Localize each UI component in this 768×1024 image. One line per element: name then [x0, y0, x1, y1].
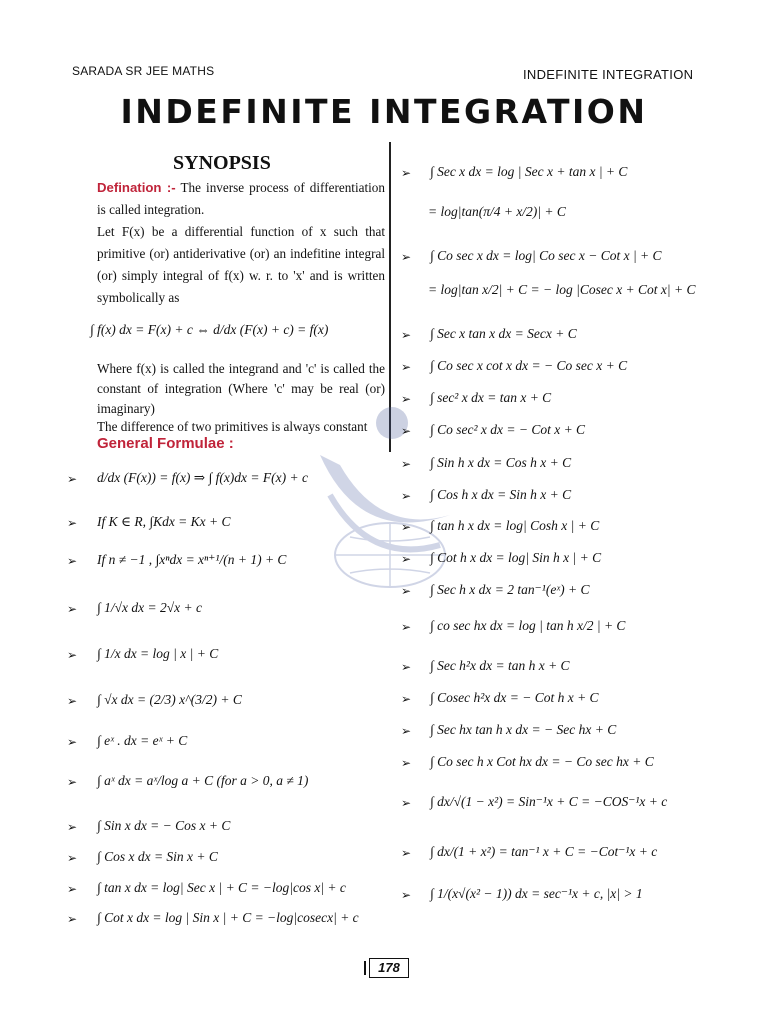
- bullet-arrow-icon: ➢: [401, 584, 412, 598]
- synopsis-heading: SYNOPSIS: [173, 152, 271, 174]
- bullet-arrow-icon: ➢: [401, 457, 412, 471]
- general-formula: If K ∈ R, ∫Kdx = Kx + C: [97, 514, 231, 529]
- general-formula: ∫ tan x dx = log| Sec x | + C = −log|cos x| + c: [97, 880, 346, 895]
- bullet-arrow-icon: ➢: [67, 735, 78, 749]
- standard-formula: ∫ Co sec h x Cot hx dx = − Co sec hx + C: [430, 754, 654, 769]
- bullet-arrow-icon: ➢: [401, 360, 412, 374]
- standard-formula: ∫ Sec x tan x dx = Secx + C: [430, 326, 577, 341]
- standard-formula: ∫ 1/(x√(x² − 1)) dx = sec⁻¹x + c, |x| > 1: [430, 886, 643, 901]
- standard-formula: ∫ Co sec x cot x dx = − Co sec x + C: [430, 358, 628, 373]
- bullet-arrow-icon: ➢: [67, 851, 78, 865]
- bullet-arrow-icon: ➢: [401, 250, 412, 264]
- bullet-arrow-icon: ➢: [67, 516, 78, 530]
- page-number: 178: [369, 958, 409, 978]
- bullet-arrow-icon: ➢: [401, 620, 412, 634]
- let-paragraph: Let F(x) be a differential function of x such that primitive (or) antiderivative (or) an indefitine integral (or) simply integral of f(x) w. r. to 'x' and is written symbolically as: [97, 224, 385, 305]
- standard-formula: ∫ Sec h²x dx = tan h x + C: [430, 658, 570, 673]
- standard-formula: = log|tan(π/4 + x/2)| + C: [428, 204, 566, 219]
- header-right: INDEFINITE INTEGRATION: [523, 67, 694, 82]
- general-formula: ∫ eˣ . dx = eˣ + C: [97, 733, 188, 748]
- standard-formula: ∫ Sec h x dx = 2 tan⁻¹(eˣ) + C: [430, 582, 590, 597]
- where-paragraph: Where f(x) is called the integrand and 'c' is called the constant of integration (Where 'c' may be real (or) imaginary): [97, 361, 385, 416]
- definition-label: Defination :-: [97, 180, 176, 195]
- bullet-arrow-icon: ➢: [67, 472, 78, 486]
- standard-formula: = log|tan x/2| + C = − log |Cosec x + Cot x| + C: [428, 282, 696, 297]
- general-formula: ∫ Cos x dx = Sin x + C: [97, 849, 218, 864]
- main-formula: ∫ f(x) dx = F(x) + c ⇔ d/dx (F(x) + c) = f(x): [90, 322, 329, 337]
- bullet-arrow-icon: ➢: [401, 796, 412, 810]
- bullet-arrow-icon: ➢: [67, 554, 78, 568]
- bullet-arrow-icon: ➢: [67, 775, 78, 789]
- general-formula: ∫ Sin x dx = − Cos x + C: [97, 818, 231, 833]
- bullet-arrow-icon: ➢: [401, 392, 412, 406]
- bullet-arrow-icon: ➢: [401, 660, 412, 674]
- bullet-arrow-icon: ➢: [401, 166, 412, 180]
- definition-paragraph: [97, 177, 385, 221]
- bullet-arrow-icon: ➢: [401, 520, 412, 534]
- standard-formula: ∫ Sec x dx = log | Sec x + tan x | + C: [430, 164, 628, 179]
- bullet-arrow-icon: ➢: [401, 328, 412, 342]
- bullet-arrow-icon: ➢: [67, 820, 78, 834]
- standard-formula: ∫ Sec hx tan h x dx = − Sec hx + C: [430, 722, 617, 737]
- standard-formula: ∫ Cos h x dx = Sin h x + C: [430, 487, 572, 502]
- bullet-arrow-icon: ➢: [67, 882, 78, 896]
- bullet-arrow-icon: ➢: [401, 489, 412, 503]
- difference-paragraph: The difference of two primitives is always constant: [97, 419, 368, 434]
- standard-formula: ∫ dx/(1 + x²) = tan⁻¹ x + C = −Cot⁻¹x + c: [430, 844, 658, 859]
- bullet-arrow-icon: ➢: [401, 888, 412, 902]
- bullet-arrow-icon: ➢: [401, 552, 412, 566]
- standard-formula: ∫ Co sec² x dx = − Cot x + C: [430, 422, 586, 437]
- bullet-arrow-icon: ➢: [67, 694, 78, 708]
- standard-formula: ∫ sec² x dx = tan x + C: [430, 390, 552, 405]
- bullet-arrow-icon: ➢: [67, 602, 78, 616]
- definition-text: The inverse process of differentiation is called integration.: [97, 180, 385, 217]
- general-formula: d/dx (F(x)) = f(x) ⇒ ∫ f(x)dx = F(x) + c: [97, 470, 308, 485]
- bullet-arrow-icon: ➢: [401, 424, 412, 438]
- header-left: SARADA SR JEE MATHS: [72, 64, 215, 78]
- general-formula: ∫ aˣ dx = aˣ/log a + C (for a > 0, a ≠ 1): [97, 773, 309, 788]
- standard-formula: ∫ Cosec h²x dx = − Cot h x + C: [430, 690, 599, 705]
- standard-formula: ∫ Cot h x dx = log| Sin h x | + C: [430, 550, 602, 565]
- bullet-arrow-icon: ➢: [401, 846, 412, 860]
- standard-formula: ∫ tan h x dx = log| Cosh x | + C: [430, 518, 600, 533]
- general-formula: ∫ 1/x dx = log | x | + C: [97, 646, 219, 661]
- general-formula: If n ≠ −1 , ∫xⁿdx = xⁿ⁺¹/(n + 1) + C: [97, 552, 287, 567]
- standard-formula: ∫ Sin h x dx = Cos h x + C: [430, 455, 572, 470]
- standard-formula: ∫ Co sec x dx = log| Co sec x − Cot x | + C: [430, 248, 662, 263]
- page-title: INDEFINITE INTEGRATION: [120, 92, 648, 131]
- bullet-arrow-icon: ➢: [401, 724, 412, 738]
- bullet-arrow-icon: ➢: [401, 756, 412, 770]
- bullet-arrow-icon: ➢: [401, 692, 412, 706]
- general-formula: ∫ Cot x dx = log | Sin x | + C = −log|cosecx| + c: [97, 910, 359, 925]
- bullet-arrow-icon: ➢: [67, 912, 78, 926]
- bullet-arrow-icon: ➢: [67, 648, 78, 662]
- general-formula: ∫ √x dx = (2/3) x^(3/2) + C: [97, 692, 242, 707]
- standard-formula: ∫ dx/√(1 − x²) = Sin⁻¹x + C = −COS⁻¹x + c: [430, 794, 668, 809]
- standard-formula: ∫ co sec hx dx = log | tan h x/2 | + C: [430, 618, 626, 633]
- general-formulae-heading: General Formulae :: [97, 435, 234, 452]
- general-formula: ∫ 1/√x dx = 2√x + c: [97, 600, 202, 615]
